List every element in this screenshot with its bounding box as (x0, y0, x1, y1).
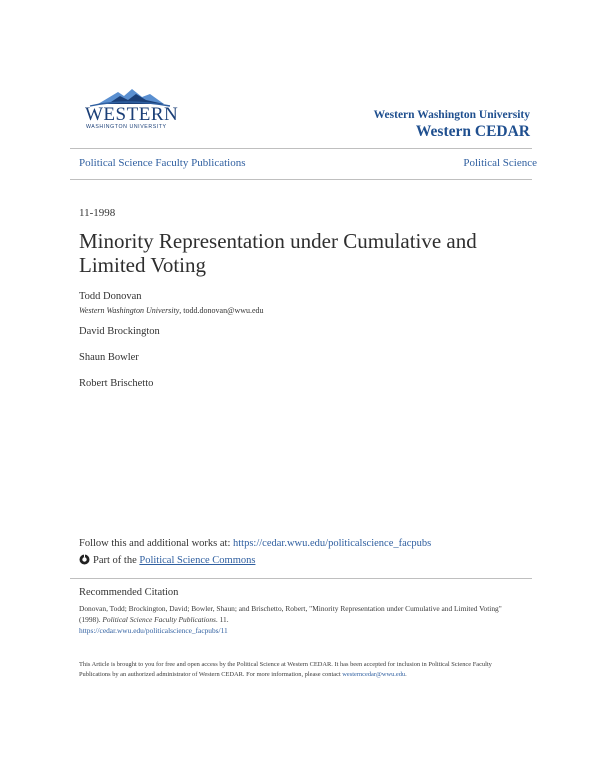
citation-journal: Political Science Faculty Publications (102, 615, 216, 624)
citation-text (79, 603, 519, 636)
collection-url-link[interactable]: https://cedar.wwu.edu/politicalscience_facpubs (233, 538, 432, 549)
header-divider (70, 148, 532, 149)
affiliation-name: Western Washington University (79, 306, 180, 315)
logo-subtitle: WASHINGTON UNIVERSITY (86, 124, 167, 130)
footer-end: . (405, 671, 407, 678)
nav-divider (70, 179, 532, 180)
logo-wordmark: WESTERN (85, 104, 179, 125)
partof-line (79, 554, 255, 566)
citation-heading: Recommended Citation (79, 587, 179, 598)
publication-date: 11-1998 (79, 207, 116, 219)
partof-label: Part of the (93, 555, 140, 566)
author-name: Shaun Bowler (79, 352, 139, 363)
follow-label: Follow this and additional works at: (79, 538, 233, 549)
commons-link[interactable]: Political Science Commons (139, 555, 256, 566)
citation-url-link[interactable]: https://cedar.wwu.edu/politicalscience_facpubs/11 (79, 626, 228, 635)
repository-name[interactable]: Western CEDAR (415, 123, 530, 140)
citation-number: . 11. (215, 615, 229, 624)
department-link[interactable]: Political Science (463, 157, 537, 169)
wwu-logo (80, 86, 179, 134)
author-affiliation (79, 306, 264, 315)
footer-notice (79, 660, 519, 680)
author-name: David Brockington (79, 326, 160, 337)
university-block (374, 108, 530, 141)
paper-title: Minority Representation under Cumulative and Limited Voting (79, 229, 477, 277)
author-email[interactable]: , todd.donovan@wwu.edu (179, 306, 264, 315)
network-commons-icon (79, 554, 90, 565)
author-name: Todd Donovan (79, 291, 142, 302)
follow-line (79, 538, 431, 549)
citation-divider (70, 578, 532, 579)
citation-body: Donovan, Todd; Brockington, David; Bowler, Shaun; and Brischetto, Robert, "Minority Representation under Cumulative and Limited Voting" (1998). (79, 604, 502, 624)
author-name: Robert Brischetto (79, 378, 154, 389)
series-link[interactable]: Political Science Faculty Publications (79, 157, 246, 169)
university-name[interactable]: Western Washington University (373, 109, 530, 121)
contact-email-link[interactable]: westerncedar@wwu.edu (342, 671, 406, 678)
footer-text: This Article is brought to you for free and open access by the Political Science at Western CEDAR. It has been accepted for inclusion in Political Science Faculty Publications by an authorized administrator of Western CEDAR. For more information, please contact (79, 661, 492, 678)
